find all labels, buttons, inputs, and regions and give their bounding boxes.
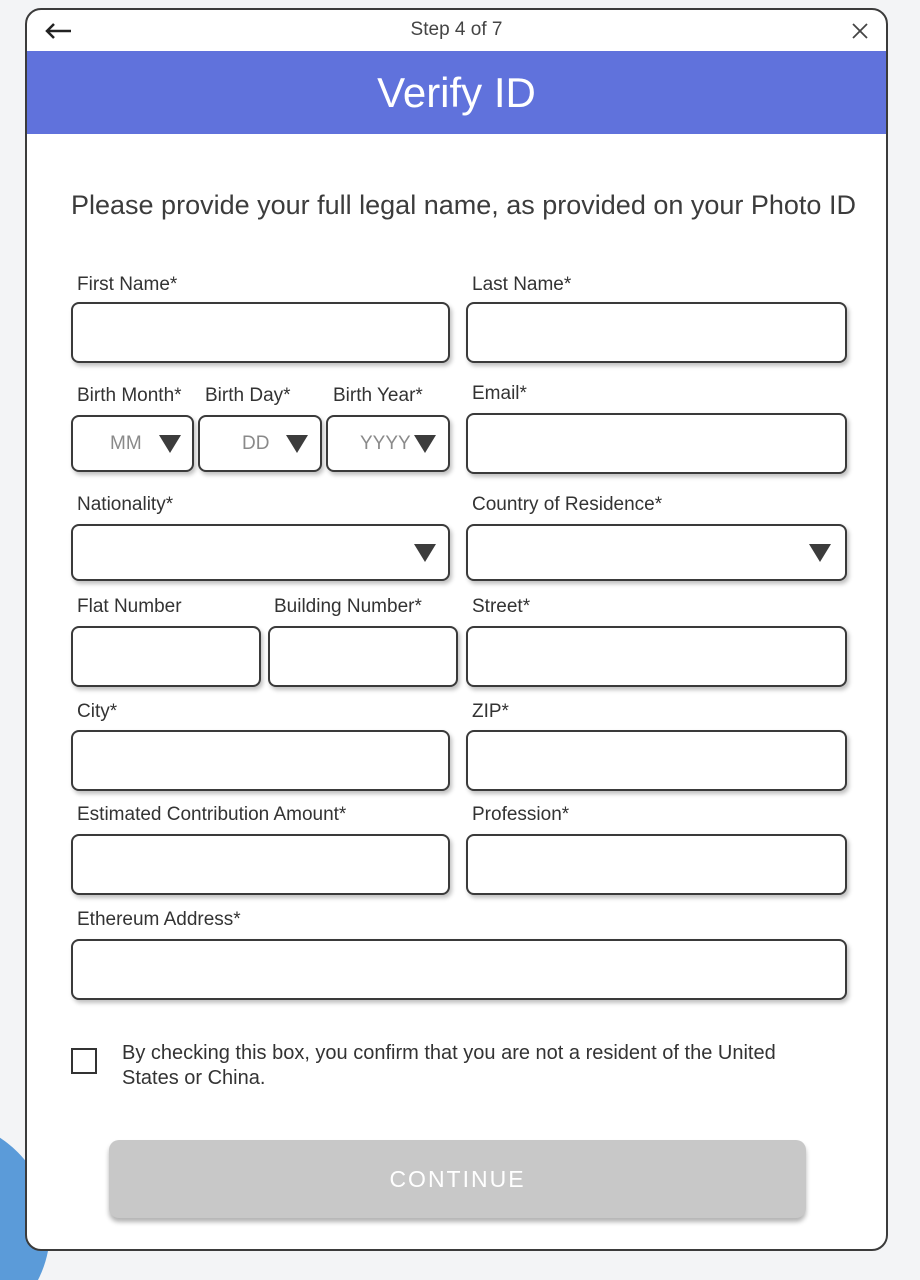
step-indicator: Step 4 of 7 <box>410 19 503 40</box>
profession-label: Profession* <box>472 804 570 825</box>
contribution-input[interactable] <box>71 834 450 895</box>
contribution-label: Estimated Contribution Amount* <box>77 804 347 825</box>
chevron-down-icon <box>286 435 308 453</box>
email-input[interactable] <box>466 413 847 474</box>
nationality-label: Nationality* <box>77 494 174 515</box>
chevron-down-icon <box>414 544 436 562</box>
building-number-label: Building Number* <box>274 596 422 617</box>
last-name-label: Last Name* <box>472 274 572 295</box>
street-label: Street* <box>472 596 531 617</box>
profession-input[interactable] <box>466 834 847 895</box>
first-name-label: First Name* <box>77 274 178 295</box>
ethereum-address-label: Ethereum Address* <box>77 909 241 930</box>
country-of-residence-select[interactable] <box>466 524 847 581</box>
city-label: City* <box>77 701 118 722</box>
residency-checkbox-label: By checking this box, you confirm that you are not a resident of the United States or China. <box>122 1042 776 1089</box>
zip-label: ZIP* <box>472 701 509 722</box>
birth-month-select[interactable] <box>71 415 194 472</box>
email-label: Email* <box>472 383 527 404</box>
birth-month-placeholder: MM <box>110 432 142 454</box>
birth-year-label: Birth Year* <box>333 385 423 406</box>
ethereum-address-input[interactable] <box>71 939 847 1000</box>
page-title: Verify ID <box>27 51 886 134</box>
close-icon[interactable] <box>850 21 870 41</box>
birth-month-label: Birth Month* <box>77 385 182 406</box>
city-input[interactable] <box>71 730 450 791</box>
country-of-residence-label: Country of Residence* <box>472 494 663 515</box>
verify-id-modal <box>25 8 888 1251</box>
chevron-down-icon <box>809 544 831 562</box>
instruction-text: Please provide your full legal name, as provided on your Photo ID <box>71 190 856 220</box>
continue-button[interactable]: CONTINUE <box>109 1140 806 1218</box>
birth-year-select[interactable] <box>326 415 450 472</box>
zip-input[interactable] <box>466 730 847 791</box>
chevron-down-icon <box>159 435 181 453</box>
chevron-down-icon <box>414 435 436 453</box>
birth-day-placeholder: DD <box>242 432 270 454</box>
birth-day-label: Birth Day* <box>205 385 291 406</box>
building-number-input[interactable] <box>268 626 458 687</box>
flat-number-label: Flat Number <box>77 596 182 617</box>
flat-number-input[interactable] <box>71 626 261 687</box>
birth-day-select[interactable] <box>198 415 322 472</box>
nationality-select[interactable] <box>71 524 450 581</box>
residency-checkbox[interactable] <box>71 1048 97 1074</box>
last-name-input[interactable] <box>466 302 847 363</box>
modal-topbar <box>27 10 886 51</box>
birth-year-placeholder: YYYY <box>360 432 411 454</box>
street-input[interactable] <box>466 626 847 687</box>
first-name-input[interactable] <box>71 302 450 363</box>
